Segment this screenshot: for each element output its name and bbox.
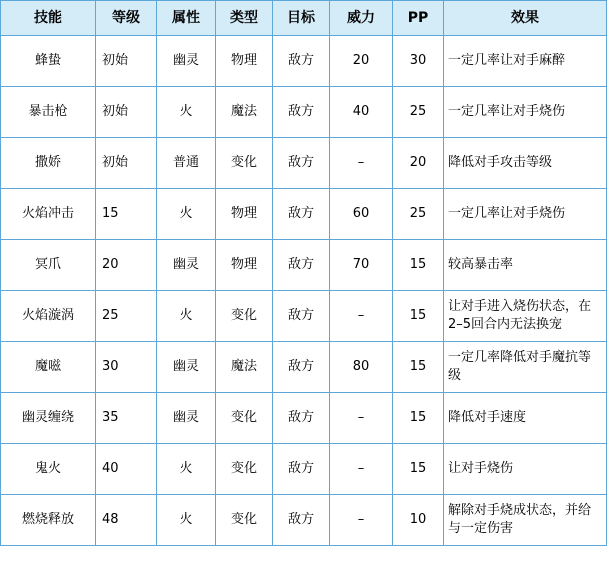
cell-level: 初始 <box>96 87 157 138</box>
cell-skill-name: 火焰漩涡 <box>1 291 96 342</box>
cell-pp: 25 <box>393 87 444 138</box>
column-header-attribute: 属性 <box>157 1 216 36</box>
cell-target: 敌方 <box>273 240 330 291</box>
cell-target: 敌方 <box>273 393 330 444</box>
cell-effect: 让对手进入烧伤状态，在2–5回合内无法换宠 <box>444 291 607 342</box>
cell-level: 35 <box>96 393 157 444</box>
cell-pp: 25 <box>393 189 444 240</box>
cell-power: – <box>330 393 393 444</box>
cell-pp: 15 <box>393 240 444 291</box>
cell-target: 敌方 <box>273 138 330 189</box>
cell-pp: 15 <box>393 342 444 393</box>
cell-type: 物理 <box>216 36 273 87</box>
cell-skill-name: 魔嗞 <box>1 342 96 393</box>
cell-skill-name: 蜂蛰 <box>1 36 96 87</box>
column-header-power: 威力 <box>330 1 393 36</box>
cell-power: – <box>330 495 393 546</box>
column-header-pp: PP <box>393 1 444 36</box>
cell-level: 40 <box>96 444 157 495</box>
table-header <box>1 1 607 36</box>
cell-effect: 降低对手攻击等级 <box>444 138 607 189</box>
cell-type: 变化 <box>216 444 273 495</box>
column-header-level: 等级 <box>96 1 157 36</box>
cell-type: 变化 <box>216 138 273 189</box>
cell-pp: 30 <box>393 36 444 87</box>
column-header-type: 类型 <box>216 1 273 36</box>
cell-attribute: 火 <box>157 189 216 240</box>
cell-skill-name: 火焰冲击 <box>1 189 96 240</box>
cell-effect: 一定几率让对手麻醉 <box>444 36 607 87</box>
cell-power: 40 <box>330 87 393 138</box>
table-row <box>1 138 607 189</box>
column-header-effect: 效果 <box>444 1 607 36</box>
cell-power: 80 <box>330 342 393 393</box>
cell-pp: 10 <box>393 495 444 546</box>
cell-skill-name: 幽灵缠绕 <box>1 393 96 444</box>
cell-skill-name: 撒娇 <box>1 138 96 189</box>
cell-level: 20 <box>96 240 157 291</box>
cell-attribute: 火 <box>157 444 216 495</box>
table-header-row <box>1 1 607 36</box>
table-body <box>1 36 607 546</box>
cell-skill-name: 鬼火 <box>1 444 96 495</box>
table-row <box>1 36 607 87</box>
cell-pp: 20 <box>393 138 444 189</box>
cell-attribute: 幽灵 <box>157 393 216 444</box>
cell-attribute: 火 <box>157 495 216 546</box>
cell-effect: 一定几率降低对手魔抗等级 <box>444 342 607 393</box>
cell-power: 20 <box>330 36 393 87</box>
cell-skill-name: 燃烧释放 <box>1 495 96 546</box>
cell-level: 初始 <box>96 36 157 87</box>
cell-attribute: 火 <box>157 87 216 138</box>
cell-pp: 15 <box>393 444 444 495</box>
cell-target: 敌方 <box>273 495 330 546</box>
cell-level: 初始 <box>96 138 157 189</box>
cell-type: 物理 <box>216 240 273 291</box>
cell-attribute: 幽灵 <box>157 36 216 87</box>
cell-level: 48 <box>96 495 157 546</box>
column-header-target: 目标 <box>273 1 330 36</box>
table-row <box>1 342 607 393</box>
cell-effect: 一定几率让对手烧伤 <box>444 87 607 138</box>
cell-level: 30 <box>96 342 157 393</box>
cell-effect: 一定几率让对手烧伤 <box>444 189 607 240</box>
cell-level: 25 <box>96 291 157 342</box>
cell-skill-name: 冥爪 <box>1 240 96 291</box>
cell-power: – <box>330 138 393 189</box>
cell-type: 变化 <box>216 291 273 342</box>
cell-power: 70 <box>330 240 393 291</box>
cell-level: 15 <box>96 189 157 240</box>
cell-type: 魔法 <box>216 87 273 138</box>
table-row <box>1 87 607 138</box>
cell-type: 变化 <box>216 393 273 444</box>
cell-power: – <box>330 444 393 495</box>
cell-attribute: 幽灵 <box>157 342 216 393</box>
cell-attribute: 幽灵 <box>157 240 216 291</box>
column-header-skill: 技能 <box>1 1 96 36</box>
cell-attribute: 火 <box>157 291 216 342</box>
cell-target: 敌方 <box>273 36 330 87</box>
cell-target: 敌方 <box>273 189 330 240</box>
table-row <box>1 495 607 546</box>
cell-target: 敌方 <box>273 291 330 342</box>
table-row <box>1 444 607 495</box>
cell-pp: 15 <box>393 291 444 342</box>
table-row <box>1 291 607 342</box>
cell-pp: 15 <box>393 393 444 444</box>
table-row <box>1 240 607 291</box>
cell-target: 敌方 <box>273 342 330 393</box>
cell-effect: 解除对手烧成状态，并给与一定伤害 <box>444 495 607 546</box>
cell-type: 魔法 <box>216 342 273 393</box>
cell-target: 敌方 <box>273 87 330 138</box>
cell-effect: 让对手烧伤 <box>444 444 607 495</box>
cell-effect: 降低对手速度 <box>444 393 607 444</box>
table-row <box>1 393 607 444</box>
cell-power: 60 <box>330 189 393 240</box>
cell-type: 物理 <box>216 189 273 240</box>
cell-effect: 较高暴击率 <box>444 240 607 291</box>
cell-attribute: 普通 <box>157 138 216 189</box>
cell-target: 敌方 <box>273 444 330 495</box>
table-row <box>1 189 607 240</box>
cell-type: 变化 <box>216 495 273 546</box>
cell-skill-name: 暴击枪 <box>1 87 96 138</box>
cell-power: – <box>330 291 393 342</box>
